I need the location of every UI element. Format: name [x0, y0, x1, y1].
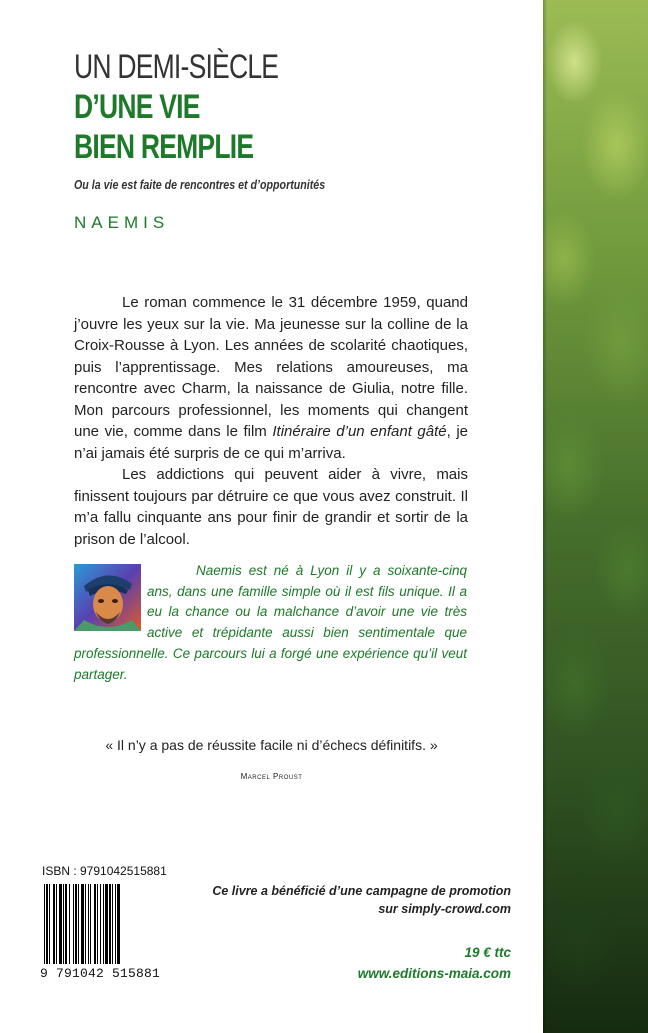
title-line-2: D’UNE VIE: [74, 88, 200, 126]
subtitle: Ou la vie est faite de rencontres et d’opportunités: [74, 177, 326, 192]
synopsis-paragraph-1-end: , je n’ai jamais été surpris de ce qui m’arriva.: [74, 423, 469, 462]
author-name: NAEMIS: [74, 213, 170, 232]
promo-line-1: Ce livre a bénéficié d’une campagne de promotion: [212, 884, 511, 898]
publisher-website: www.editions-maia.com: [357, 966, 511, 981]
forest-background-image: [543, 0, 648, 1033]
title-line-3: BIEN REMPLIE: [74, 128, 254, 166]
synopsis-paragraph-2: Les addictions qui peuvent aider à vivre, mais finissent toujours par détruire ce que vous avez construit. Il m’a fallu cinquante ans pour finir de grandir et sortir de la prison de l’alcool.: [74, 466, 468, 548]
isbn-label: ISBN : 9791042515881: [42, 864, 167, 878]
spine-shadow: [543, 0, 547, 1033]
synopsis-paragraph-1: [74, 292, 468, 464]
film-title: Itinéraire d’un enfant gâté: [272, 423, 447, 440]
promo-note: [200, 882, 511, 918]
portrait-spacer: [74, 561, 147, 641]
author-bio: [74, 561, 467, 685]
barcode-number: 9 791042 515881: [40, 966, 161, 981]
barcode: [40, 882, 168, 967]
title-line-1: UN DEMI-SIÈCLE: [74, 48, 279, 86]
promo-line-2: sur simply-crowd.com: [378, 902, 511, 916]
synopsis-paragraph-1-start: Le roman commence le 31 décembre 1959, quand j’ouvre les yeux sur la vie. Ma jeunesse sur la colline de la Croix-Rousse à Lyon. Les années de scolarité chaotiques, puis l’apprentissage. Mes relations amoureuses, ma rencontre avec Charm, la naissance de Giulia, notre fille. Mon parcours professionnel, les moments qui changent une vie, comme dans le film: [74, 294, 468, 440]
price: 19 € ttc: [464, 945, 511, 960]
author-bio-text: Naemis est né à Lyon il y a soixante-cinq ans, dans une famille simple où il est fils unique. Il a eu la chance ou la malchance d’avoir une vie très active et trépidante aussi bien sentimentale que professionnelle. Ce parcours lui a forgé une expérience qu’il veut partager.: [74, 563, 467, 682]
quote-text: « Il n’y a pas de réussite facile ni d’échecs définitifs. »: [105, 737, 438, 753]
quote-author: Marcel Proust: [240, 772, 303, 781]
synopsis: [74, 292, 468, 550]
